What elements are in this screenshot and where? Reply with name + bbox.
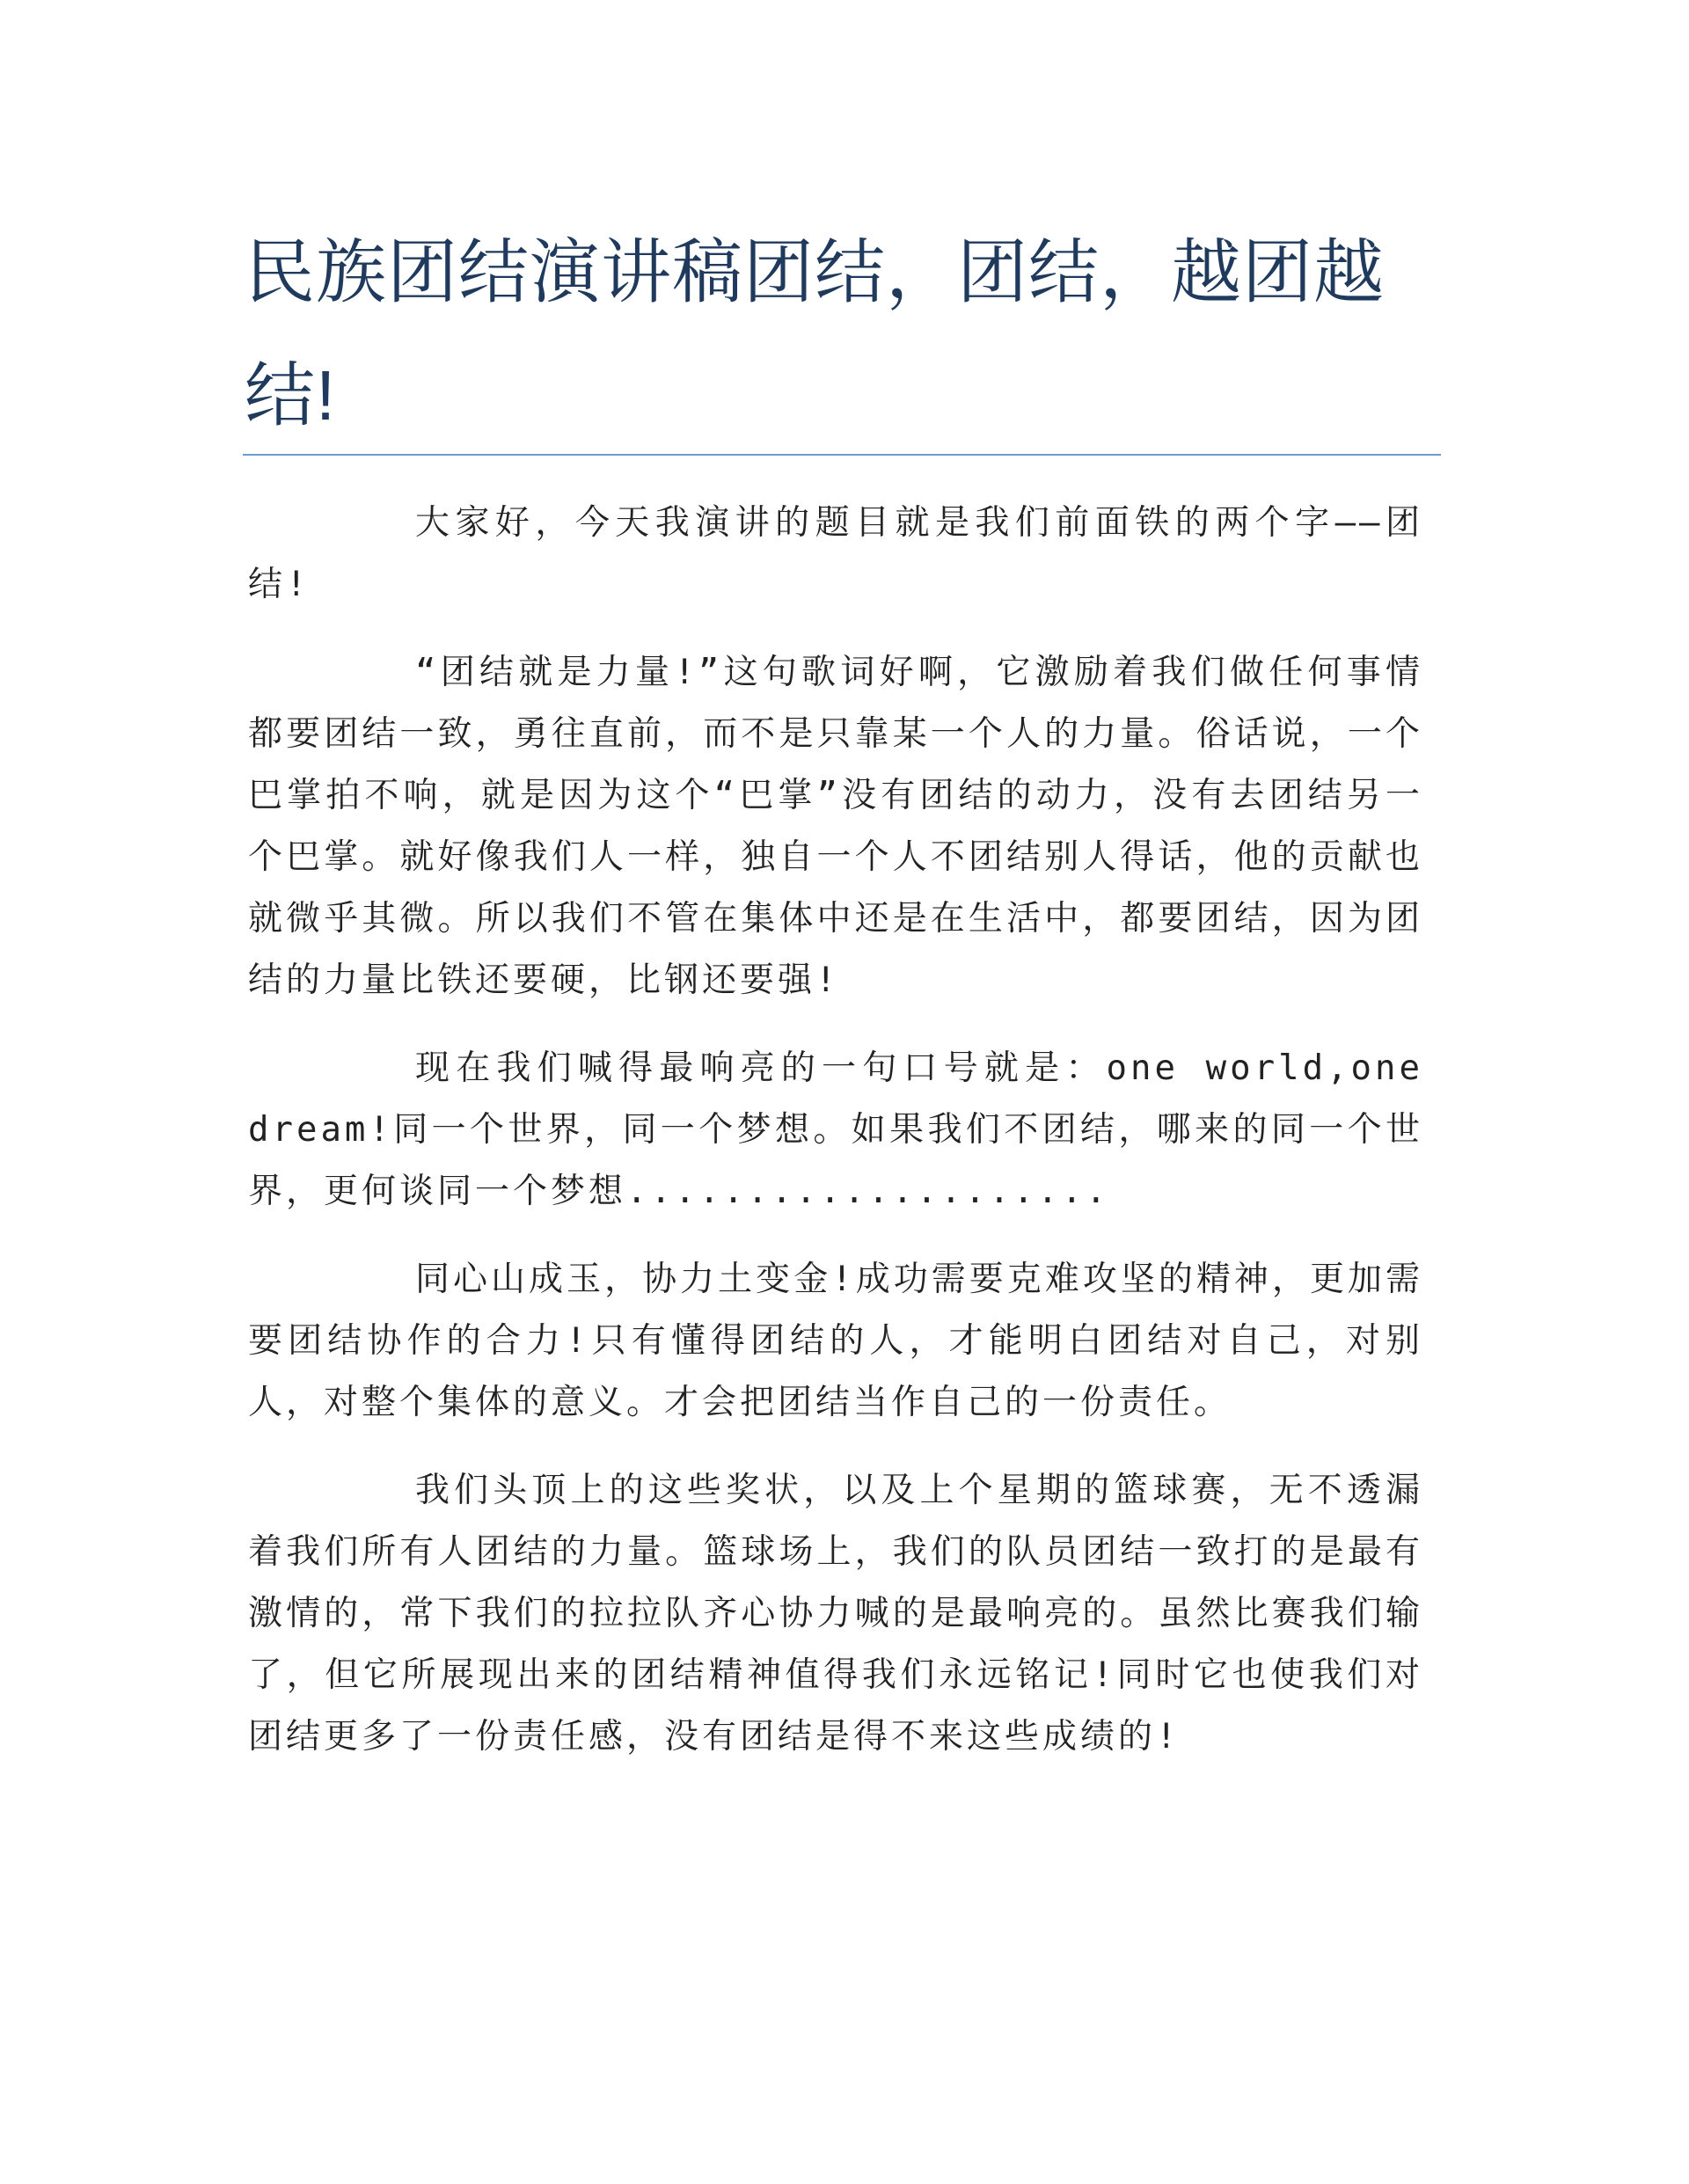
paragraph-basketball-game: 我们头顶上的这些奖状，以及上个星期的篮球赛，无不透漏着我们所有人团结的力量。篮球场上，我们的队员团结一致打的是最有激情的，常下我们的拉拉队齐心协力喊的是最响亮的。虽然比赛我们输了，但它所展现出来的团结精神值得我们永远铭记!同时它也使我们对团结更多了一份责任感，没有团结是得不来这些成绩的! (248, 1471, 1423, 1757)
paragraph-one-world-one-dream: 现在我们喊得最响亮的一句口号就是：one world,one dream!同一个世界，同一个梦想。如果我们不团结，哪来的同一个世界，更何谈同一个梦想.................... (248, 1048, 1423, 1211)
paragraph-greeting: 大家好，今天我演讲的题目就是我们前面铁的两个字——团结! (248, 503, 1423, 604)
paragraph-cooperation: 同心山成玉，协力土变金!成功需要克难攻坚的精神，更加需要团结协作的合力!只有懂得团结的人，才能明白团结对自己，对别人，对整个集体的意义。才会把团结当作自己的一份责任。 (248, 1260, 1423, 1422)
document-title: 民族团结演讲稿团结，团结，越团越结! (245, 233, 1385, 435)
document-body (248, 493, 1423, 1794)
title-divider (243, 454, 1441, 456)
paragraph-unity-is-strength: “团结就是力量!”这句歌词好啊，它激励着我们做任何事情都要团结一致，勇往直前，而不是只靠某一个人的力量。俗话说，一个巴掌拍不响，就是因为这个“巴掌”没有团结的动力，没有去团结另一个巴掌。就好像我们人一样，独自一个人不团结别人得话，他的贡献也就微乎其微。所以我们不管在集体中还是在生活中，都要团结，因为团结的力量比铁还要硬，比钢还要强! (248, 653, 1423, 1000)
